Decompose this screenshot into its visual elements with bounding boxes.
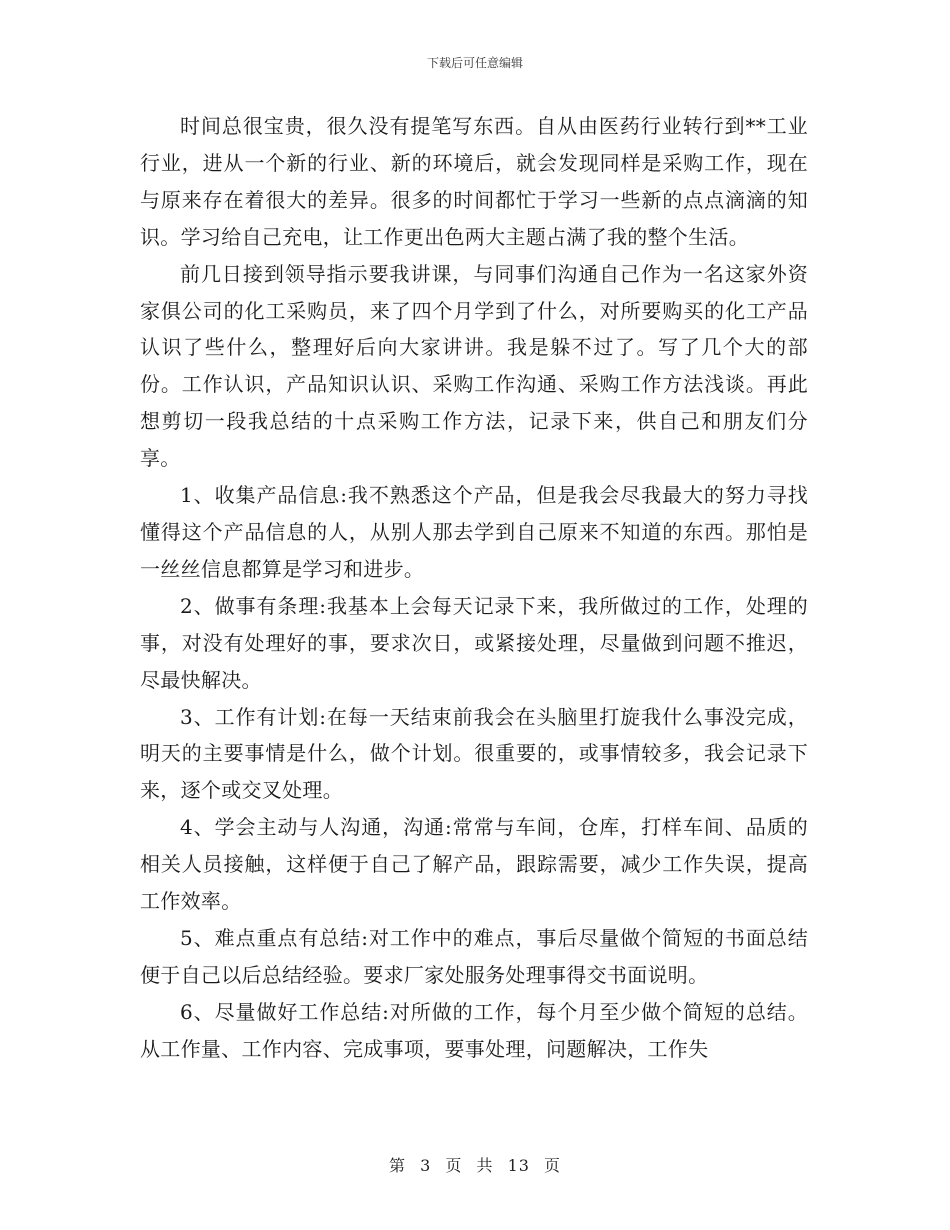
footer-current-page: 3 — [420, 1156, 432, 1175]
document-body — [140, 108, 808, 1068]
paragraph: 2、做事有条理:我基本上会每天记录下来，我所做过的工作，处理的事，对没有处理好的事，要求次日，或紧接处理，尽量做到问题不推迟，尽最快解决。 — [140, 593, 808, 692]
footer-total-pages: 13 — [507, 1156, 530, 1175]
paragraph: 1、收集产品信息:我不熟悉这个产品，但是我会尽我最大的努力寻找懂得这个产品信息的人，从别人那去学到自己原来不知道的东西。那怕是一丝丝信息都算是学习和进步。 — [140, 483, 808, 581]
paragraph: 5、难点重点有总结:对工作中的难点，事后尽量做个简短的书面总结便于自己以后总结经验。要求厂家处服务处理事得交书面说明。 — [140, 925, 808, 987]
footer-total-word: 共 — [476, 1156, 494, 1175]
paragraph: 3、工作有计划:在每一天结束前我会在头脑里打旋我什么事没完成，明天的主要事情是什么，做个计划。很重要的，或事情较多，我会记录下来，逐个或交叉处理。 — [140, 704, 808, 803]
footer-page-unit: 页 — [445, 1156, 463, 1175]
paragraph: 时间总很宝贵，很久没有提笔写东西。自从由医药行业转行到**工业行业，进从一个新的行业、新的环境后，就会发现同样是采购工作，现在与原来存在着很大的差异。很多的时间都忙于学习一些新的点点滴滴的知识。学习给自己充电，让工作更出色两大主题占满了我的整个生活。 — [140, 114, 808, 249]
footer-prefix: 第 — [388, 1156, 406, 1175]
footer-suffix: 页 — [544, 1156, 562, 1175]
page-header-note: 下载后可任意编辑 — [426, 56, 523, 70]
paragraph: 6、尽量做好工作总结:对所做的工作，每个月至少做个简短的总结。从工作量、工作内容、完成事项，要事处理，问题解决，工作失 — [140, 999, 808, 1061]
paragraph: 4、学会主动与人沟通，沟通:常常与车间，仓库，打样车间、品质的相关人员接触，这样便于自己了解产品，跟踪需要，减少工作失误，提高工作效率。 — [140, 815, 808, 914]
paragraph: 前几日接到领导指示要我讲课，与同事们沟通自己作为一名这家外资家俱公司的化工采购员，来了四个月学到了什么，对所要购买的化工产品认识了些什么，整理好后向大家讲讲。我是躲不过了。写了几个大的部份。工作认识，产品知识认识、采购工作沟通、采购工作方法浅谈。再此想剪切一段我总结的十点采购工作方法，记录下来，供自己和朋友们分享。 — [140, 261, 808, 471]
page-footer — [0, 1153, 950, 1176]
